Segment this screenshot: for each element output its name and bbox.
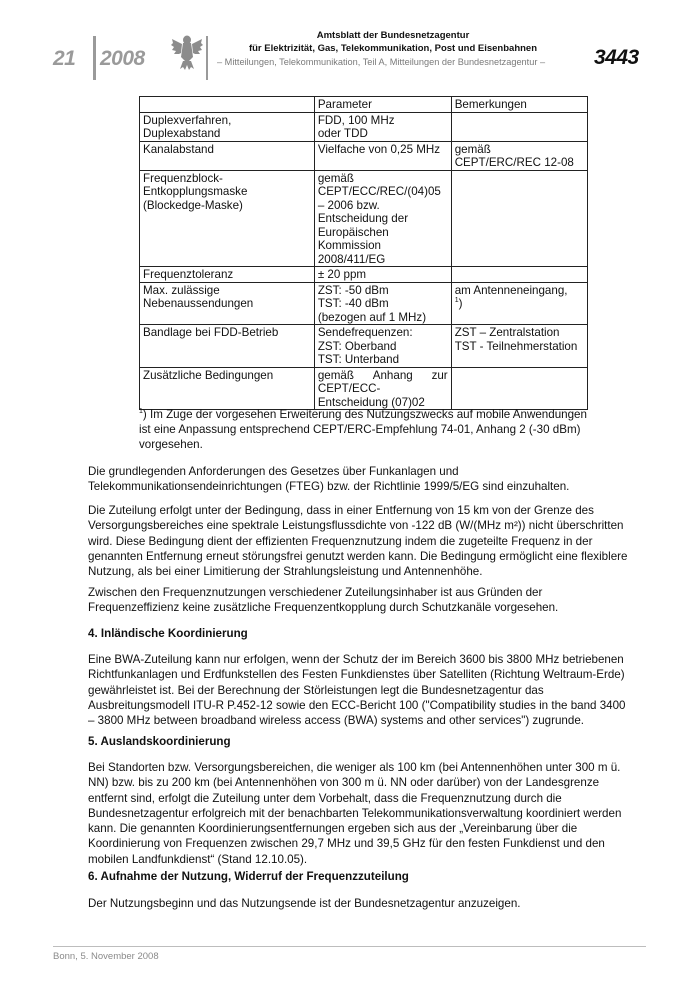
table-row <box>140 112 588 141</box>
table-cell-text: am Antenneneingang, <box>454 283 568 297</box>
gazette-title: Amtsblatt der Bundesnetzagentur <box>316 30 470 41</box>
footnote-text: ) Im Zuge der vorgesehen Erweiterung des Nutzungszwecks auf mobile Anwendungen ist eine Anpassung entsprechend CEPT/ERC-Empfehlung 74-01, Anhang 2 (-30 dBm) vorgesehen. <box>139 408 587 451</box>
table-cell <box>451 170 587 267</box>
justified-line <box>318 369 448 383</box>
table-cell: ZST – Zentralstation TST - Teilnehmerstation <box>451 325 587 368</box>
section-heading: 6. Aufnahme der Nutzung, Widerruf der Frequenzzuteilung <box>88 870 409 883</box>
table-header-cell: Bemerkungen <box>451 97 587 113</box>
table-cell: FDD, 100 MHz oder TDD <box>314 112 451 141</box>
header-divider <box>206 36 208 80</box>
table-row <box>140 367 588 410</box>
table-cell <box>451 112 587 141</box>
table-cell: Bandlage bei FDD-Betrieb <box>140 325 315 368</box>
table-cell: Duplexverfahren, Duplexabstand <box>140 112 315 141</box>
footnote-marker: 1 <box>454 297 459 304</box>
table-cell: Kanalabstand <box>140 141 315 170</box>
page-number: 3443 <box>594 46 639 69</box>
section-label: – Mitteilungen, Telekommunikation, Teil A, Mitteilungen der Bundesnetzagentur – <box>217 57 546 67</box>
paragraph: Die Zuteilung erfolgt unter der Bedingung, dass in einer Entfernung von 15 km von der Grenze des Versorgungsbereiches eine spektrale Leistungsflussdichte von -122 dB (W/(MHz m²)) nicht überschritten wird. Diese Bedingung dient der effizienten Frequenznutzung indem die zugeteilte Frequenz in der genannten Entfernung erneut störungsfrei genutzt werden kann. Die Bedingung ermöglicht eine flexiblere Nutzung, als bei einer Limitierung der Strahlungsleistung und Antennenhöhe. <box>88 504 628 579</box>
table-cell <box>451 267 587 283</box>
table-cell <box>451 367 587 410</box>
footer-divider <box>53 946 646 947</box>
table-cell-word: zur <box>431 368 448 382</box>
paragraph: Eine BWA-Zuteilung kann nur erfolgen, wenn der Schutz der im Bereich 3600 bis 3800 MHz betriebenen Richtfunkanlagen und Erdfunkstellen des Festen Funkdienstes über Satelliten (Richtung Weltraum-Erde) gewährleistet ist. Bei der Berechnung der Störleistungen legt die Bundesnetzagentur das Ausbreitungsmodell ITU-R P.452-12 sowie den ECC-Bericht 100 ("Compatibility studies in the band 3400 – 3800 MHz between broadband wireless access (BWA) systems and other services") zugrunde. <box>88 653 626 728</box>
parameter-table <box>139 96 588 410</box>
table-row <box>140 325 588 368</box>
table-cell: Vielfache von 0,25 MHz <box>314 141 451 170</box>
table-footnote <box>139 407 589 452</box>
table-cell: Zusätzliche Bedingungen <box>140 367 315 410</box>
paragraph: Der Nutzungsbeginn und das Nutzungsende ist der Bundesnetzagentur anzuzeigen. <box>88 897 521 910</box>
paragraph: Bei Standorten bzw. Versorgungsbereichen, die weniger als 100 km (bei Antennenhöhen unter 300 m ü. NN) bzw. bis zu 200 km (bei Antennenhöhen von 300 m ü. NN oder darüber) von der Landesgrenze entfernt sind, erfolgt die Zuteilung unter dem Vorbehalt, dass die Frequenznutzung durch die Bundesnetzagentur erfolgreich mit der benachbarten Telekommunikationsverwaltung koordiniert werden kann. Die genannten Koordinierungsentfernungen ergeben sich aus der „Vereinbarung über die Koordinierung von Frequenzen zwischen 29,7 MHz und 39,5 GHz für den festen Funkdienst und den mobilen Landfunkdienst“ (Stand 12.10.05). <box>88 761 622 866</box>
table-cell: Frequenzblock- Entkopplungsmaske (Blockedge-Maske) <box>140 170 315 267</box>
table-cell: ± 20 ppm <box>314 267 451 283</box>
footnote-reference <box>455 297 584 311</box>
federal-eagle-icon <box>170 33 204 71</box>
paragraph: Zwischen den Frequenznutzungen verschiedener Zuteilungsinhaber ist aus Gründen der Frequenzeffizienz keine zusätzliche Frequenzentkopplung durch Schutzkanäle vorgesehen. <box>88 586 559 615</box>
table-cell: gemäß CEPT/ECC/REC/(04)05 – 2006 bzw. Entscheidung der Europäischen Kommission 2008/411/EG <box>314 170 451 267</box>
table-cell <box>451 282 587 325</box>
table-header-row <box>140 97 588 113</box>
section-heading: 5. Auslandskoordinierung <box>88 735 231 748</box>
paragraph: Die grundlegenden Anforderungen des Gesetzes über Funkanlagen und Telekommunikationsendeinrichtungen (FTEG) bzw. der Richtlinie 1999/5/EG sind einzuhalten. <box>88 465 570 494</box>
gazette-subtitle: für Elektrizität, Gas, Telekommunikation, Post und Eisenbahnen <box>248 43 538 54</box>
footnote-paren: ) <box>458 297 463 310</box>
table-row <box>140 267 588 283</box>
table-cell: Sendefrequenzen: ZST: Oberband TST: Unterband <box>314 325 451 368</box>
table-cell: Max. zulässige Nebenaussendungen <box>140 282 315 325</box>
table-row <box>140 282 588 325</box>
section-heading: 4. Inländische Koordinierung <box>88 627 248 640</box>
table-cell: Frequenztoleranz <box>140 267 315 283</box>
table-row <box>140 141 588 170</box>
table-cell-word: gemäß <box>317 368 354 382</box>
table-cell: ZST: -50 dBm TST: -40 dBm (bezogen auf 1 MHz) <box>314 282 451 325</box>
table-cell: gemäß CEPT/ERC/REC 12-08 <box>451 141 587 170</box>
table-cell-text: CEPT/ECC- Entscheidung (07)02 <box>317 382 425 409</box>
footer-place-date: Bonn, 5. November 2008 <box>53 951 159 962</box>
header-divider <box>93 36 96 80</box>
issue-year: 2008 <box>100 47 145 70</box>
table-cell <box>314 367 451 410</box>
footnote-marker: 1 <box>139 408 143 415</box>
table-cell-word: Anhang <box>372 368 413 382</box>
table-header-cell: Parameter <box>314 97 451 113</box>
table-row <box>140 170 588 267</box>
issue-number: 21 <box>53 47 76 70</box>
table-header-cell <box>140 97 315 113</box>
